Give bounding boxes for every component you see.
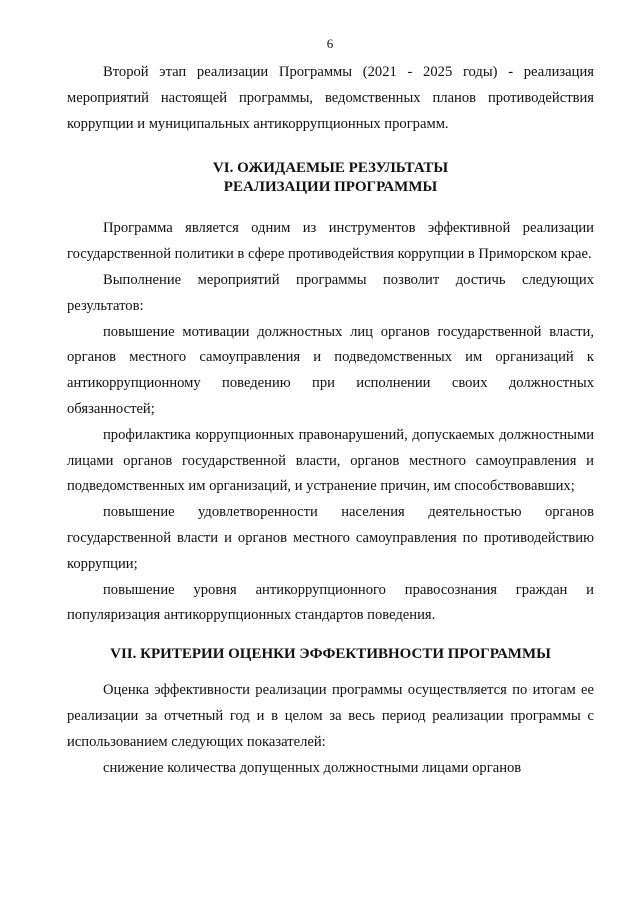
section-vii-heading: VII. КРИТЕРИИ ОЦЕНКИ ЭФФЕКТИВНОСТИ ПРОГРАММЫ — [110, 646, 551, 663]
section-vi-title-line-2: РЕАЛИЗАЦИИ ПРОГРАММЫ — [223, 179, 438, 196]
paragraph-evaluation-intro: Оценка эффективности реализации программы осуществляется по итогам ее реализации за отчетный год и в целом за весь период реализации программы с использованием следующих показателей: — [67, 682, 594, 750]
paragraph-indicator-reduction: снижение количества допущенных должностными лицами органов — [103, 759, 522, 776]
paragraph-program-stage-two: Второй этап реализации Программы (2021 - 2025 годы) - реализация мероприятий настоящей программы, ведомственных планов противодействия коррупции и муниципальных антикоррупционных программ. — [67, 64, 594, 132]
document-body — [67, 60, 594, 781]
paragraph-result-awareness: повышение уровня антикоррупционного правосознания граждан и популяризация антикоррупционных стандартов поведения. — [67, 581, 594, 624]
page-number: 6 — [326, 36, 334, 51]
paragraph-result-motivation: повышение мотивации должностных лиц органов государственной власти, органов местного самоуправления и подведомственных им организаций к антикоррупционному поведению при исполнении своих должностных обязанностей; — [67, 323, 594, 417]
paragraph-result-satisfaction: повышение удовлетворенности населения деятельностью органов государственной власти и органов местного самоуправления по противодействию коррупции; — [67, 504, 594, 572]
paragraph-results-intro: Выполнение мероприятий программы позволит достичь следующих результатов: — [67, 271, 594, 314]
paragraph-program-role: Программа является одним из инструментов эффективной реализации государственной политики в сфере противодействия коррупции в Приморском крае. — [67, 220, 594, 263]
section-vi-title-line-1: VI. ОЖИДАЕМЫЕ РЕЗУЛЬТАТЫ — [212, 160, 449, 177]
section-vi-heading — [67, 159, 594, 197]
paragraph-result-prevention: профилактика коррупционных правонарушений, допускаемых должностными лицами органов государственной власти, органов местного самоуправления и подведомственных им организаций, и устранение причин, им способствовавших; — [67, 426, 594, 495]
